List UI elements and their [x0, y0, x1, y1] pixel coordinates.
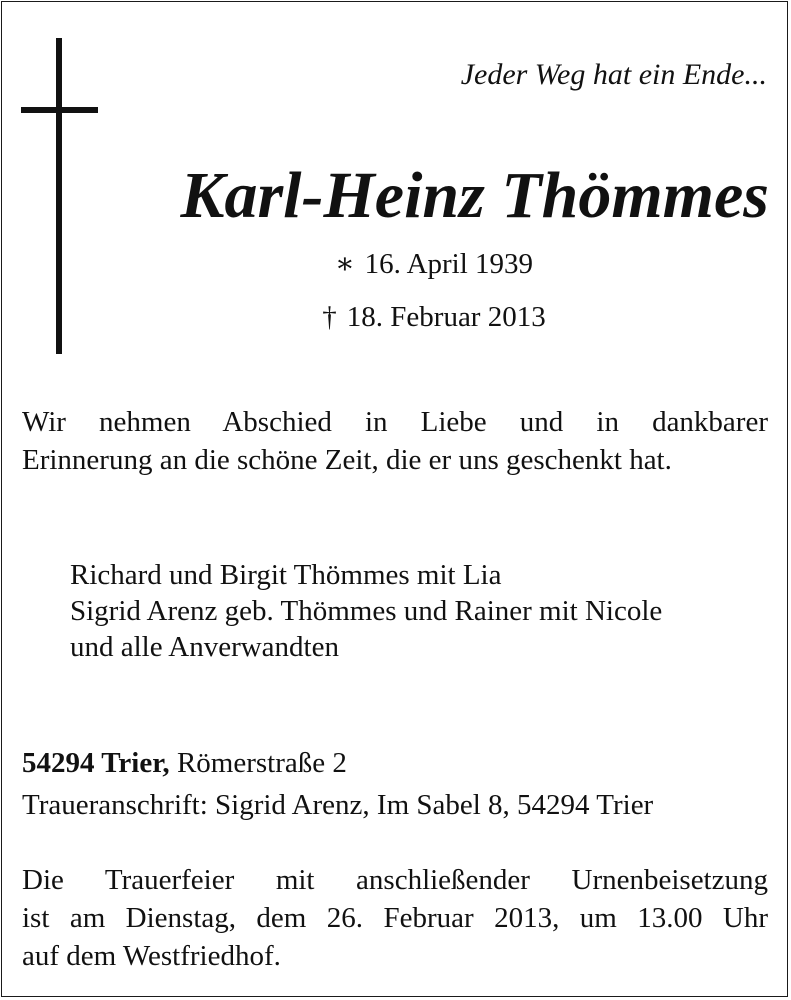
mourner-line: Sigrid Arenz geb. Thömmes und Rainer mit Nicole: [70, 595, 663, 627]
death-dagger-icon: †: [322, 301, 337, 333]
ceremony-line: ist am Dienstag, dem 26. Februar 2013, um 13.00 Uhr: [22, 902, 768, 934]
street: Römerstraße 2: [176, 747, 347, 779]
birth-date: 16. April 1939: [364, 248, 534, 280]
birth-date-line: [0, 246, 791, 281]
mourning-address: Traueranschrift: Sigrid Arenz, Im Sabel 8, 54294 Trier: [22, 789, 654, 821]
motto: Jeder Weg hat ein Ende...: [460, 58, 767, 91]
deceased-name: Karl-Heinz Thömmes: [180, 159, 769, 232]
home-address: [22, 742, 768, 784]
birth-star-icon: ∗: [334, 248, 355, 280]
death-date-line: [0, 301, 791, 334]
farewell-text: [22, 403, 768, 479]
city: 54294 Trier,: [22, 747, 170, 779]
mourners-list: [70, 557, 770, 665]
mourner-line: Richard und Birgit Thömmes mit Lia: [70, 559, 502, 591]
ceremony-text: [22, 861, 768, 975]
address-block: [22, 742, 768, 826]
farewell-line: Wir nehmen Abschied in Liebe und in dankbarer: [22, 406, 768, 438]
ceremony-line: auf dem Westfriedhof.: [22, 940, 281, 972]
farewell-line: Erinnerung an die schöne Zeit, die er uns geschenkt hat.: [22, 444, 672, 476]
ceremony-line: Die Trauerfeier mit anschließender Urnenbeisetzung: [22, 864, 768, 896]
notice-frame: [1, 1, 788, 997]
death-date: 18. Februar 2013: [346, 301, 546, 333]
cross-horizontal-bar: [21, 107, 98, 113]
mourner-line: und alle Anverwandten: [70, 631, 339, 663]
